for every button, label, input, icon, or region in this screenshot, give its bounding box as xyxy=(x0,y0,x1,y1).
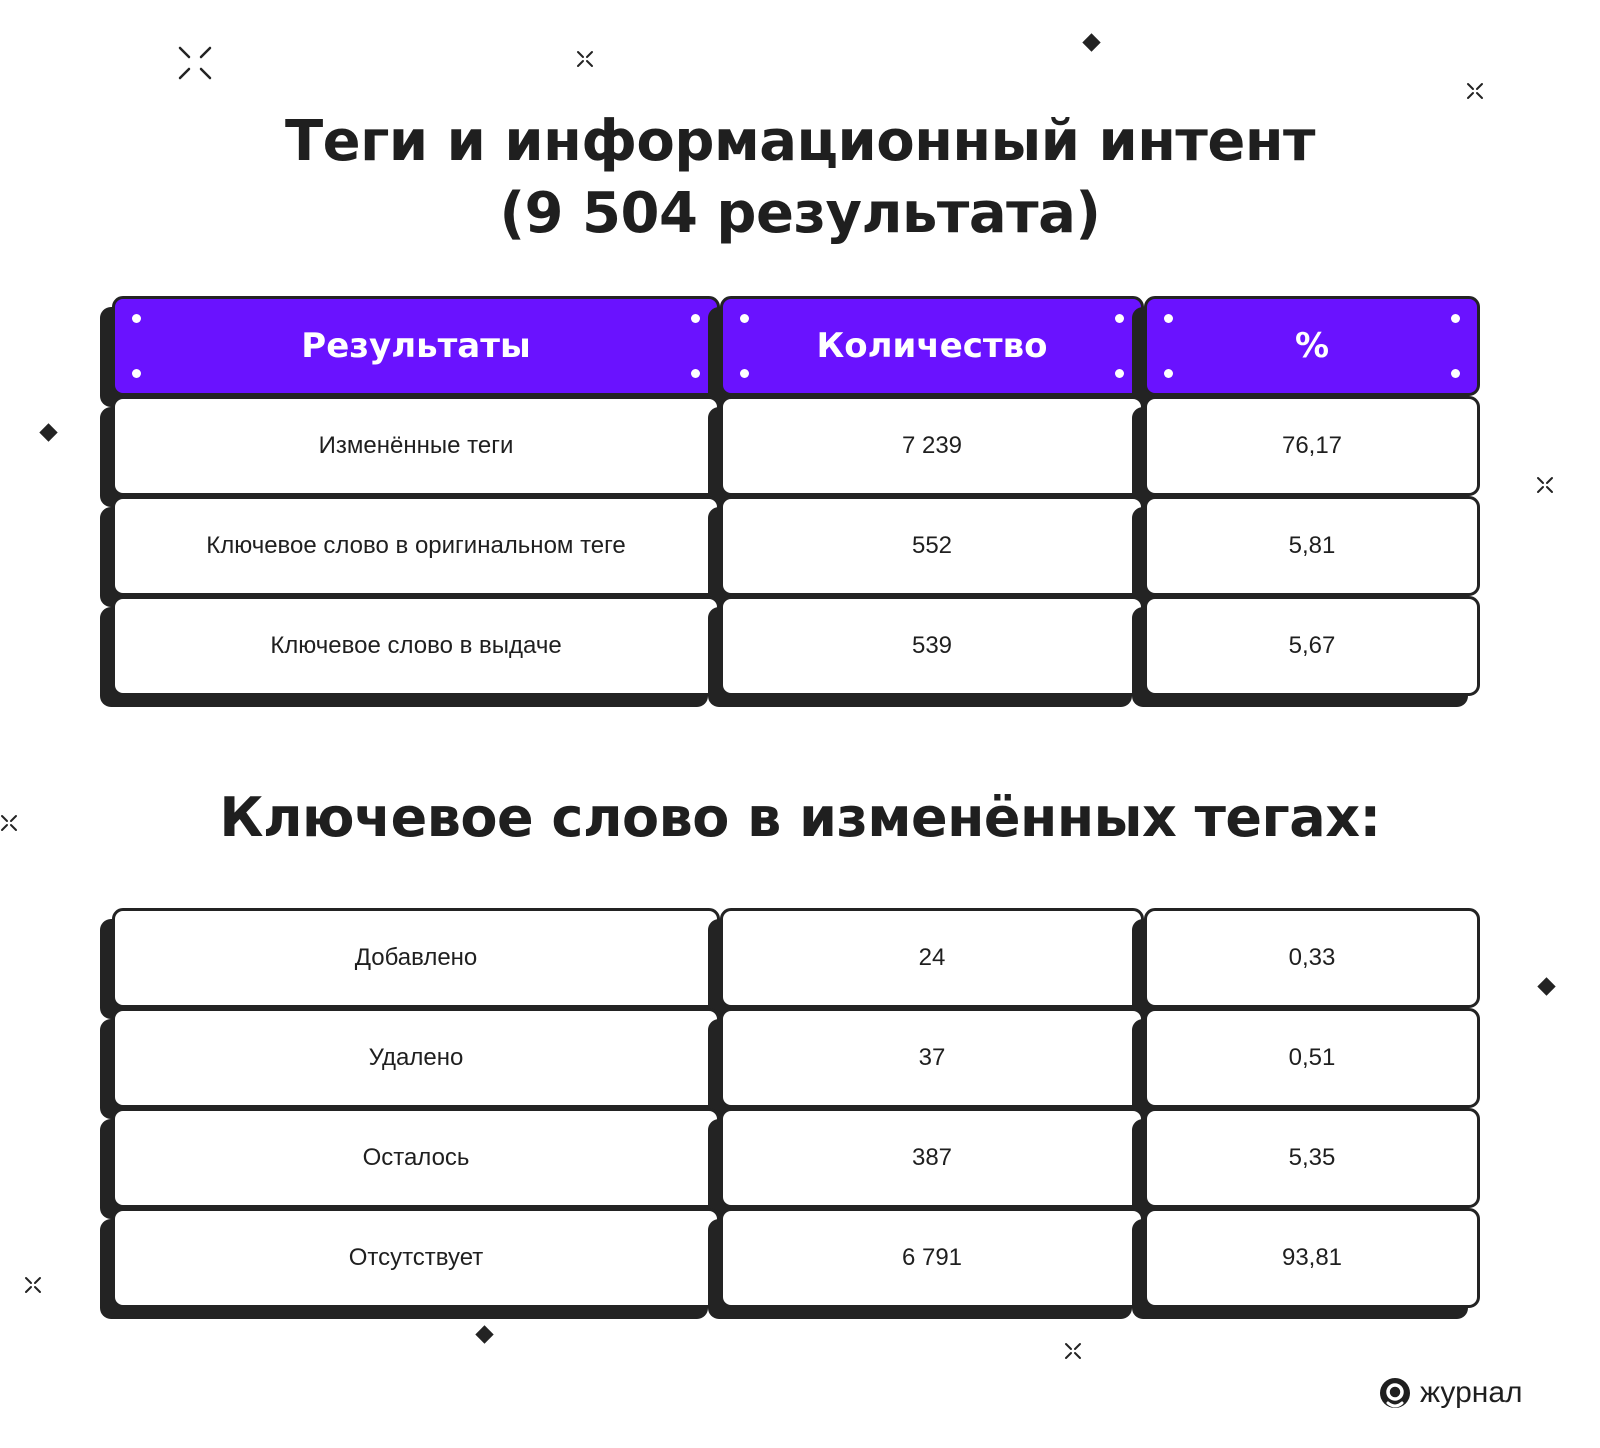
table-cell-label xyxy=(112,1108,720,1208)
table-cell-percent xyxy=(1144,1008,1480,1108)
rivet-dot xyxy=(1451,369,1460,378)
table-cell-label xyxy=(112,496,720,596)
journal-logo[interactable] xyxy=(1378,1373,1523,1413)
sparkle-icon xyxy=(178,46,212,80)
section-title: Ключевое слово в изменённых тегах: xyxy=(219,786,1381,849)
cell-text: 93,81 xyxy=(1281,1244,1343,1271)
cell-text: Изменённые теги xyxy=(318,432,514,459)
header-label: Результаты xyxy=(301,326,531,366)
sparkle-icon xyxy=(1064,1342,1082,1360)
cell-text: Отсутствует xyxy=(348,1244,484,1271)
page-title-line-1: Теги и информационный интент xyxy=(284,109,1315,174)
cell-text: Ключевое слово в выдаче xyxy=(270,632,562,659)
rivet-dot xyxy=(691,369,700,378)
cell-text: 5,35 xyxy=(1288,1144,1336,1171)
cell-text: 24 xyxy=(918,944,946,971)
journal-logo-icon xyxy=(1378,1376,1412,1410)
keywords-table xyxy=(100,908,1500,1326)
table-cell-percent xyxy=(1144,396,1480,496)
table-cell-count xyxy=(720,596,1144,696)
table-cell-percent xyxy=(1144,1208,1480,1308)
diamond-icon xyxy=(1537,977,1555,995)
rivet-dot xyxy=(740,314,749,323)
table-cell-percent xyxy=(1144,596,1480,696)
table-cell-percent xyxy=(1144,1108,1480,1208)
rivet-dot xyxy=(1164,314,1173,323)
table-cell-percent xyxy=(1144,496,1480,596)
page-title xyxy=(0,106,1600,250)
cell-text: 0,33 xyxy=(1288,944,1336,971)
table-cell-label xyxy=(112,1008,720,1108)
table-cell-label xyxy=(112,596,720,696)
table-cell-count xyxy=(720,1208,1144,1308)
sparkle-icon xyxy=(1536,476,1554,494)
cell-text: 5,67 xyxy=(1288,632,1336,659)
header-label: % xyxy=(1294,326,1330,366)
cell-text: 6 791 xyxy=(901,1244,963,1271)
cell-text: Ключевое слово в оригинальном теге xyxy=(206,532,626,559)
cell-text: 387 xyxy=(911,1144,953,1171)
rivet-dot xyxy=(1164,369,1173,378)
table-cell-count xyxy=(720,496,1144,596)
cell-text: 539 xyxy=(911,632,953,659)
cell-text: Осталось xyxy=(362,1144,470,1171)
cell-text: 5,81 xyxy=(1288,532,1336,559)
cell-text: 76,17 xyxy=(1281,432,1343,459)
sparkle-icon xyxy=(1466,82,1484,100)
table-cell-count xyxy=(720,908,1144,1008)
table-cell-label xyxy=(112,1208,720,1308)
cell-text: Удалено xyxy=(368,1044,464,1071)
page-title-line-2: (9 504 результата) xyxy=(499,181,1101,246)
header-cell-count xyxy=(720,296,1144,396)
diamond-icon xyxy=(1082,33,1100,51)
rivet-dot xyxy=(1451,314,1460,323)
table-cell-label xyxy=(112,396,720,496)
cell-text: 7 239 xyxy=(901,432,963,459)
diamond-icon xyxy=(39,423,57,441)
table-cell-count xyxy=(720,1108,1144,1208)
table-cell-label xyxy=(112,908,720,1008)
results-table xyxy=(100,296,1500,720)
logo-text: журнал xyxy=(1420,1376,1523,1409)
cell-text: 0,51 xyxy=(1288,1044,1336,1071)
header-cell-percent xyxy=(1144,296,1480,396)
header-label: Количество xyxy=(816,326,1048,366)
rivet-dot xyxy=(740,369,749,378)
rivet-dot xyxy=(691,314,700,323)
table-cell-percent xyxy=(1144,908,1480,1008)
table-cell-count xyxy=(720,1008,1144,1108)
cell-text: 37 xyxy=(918,1044,946,1071)
sparkle-icon xyxy=(24,1276,42,1294)
cell-text: Добавлено xyxy=(354,944,478,971)
rivet-dot xyxy=(1115,369,1124,378)
sparkle-icon xyxy=(576,50,594,68)
rivet-dot xyxy=(132,314,141,323)
rivet-dot xyxy=(1115,314,1124,323)
rivet-dot xyxy=(132,369,141,378)
cell-text: 552 xyxy=(911,532,953,559)
header-cell-results xyxy=(112,296,720,396)
table-cell-count xyxy=(720,396,1144,496)
diamond-icon xyxy=(475,1325,493,1343)
